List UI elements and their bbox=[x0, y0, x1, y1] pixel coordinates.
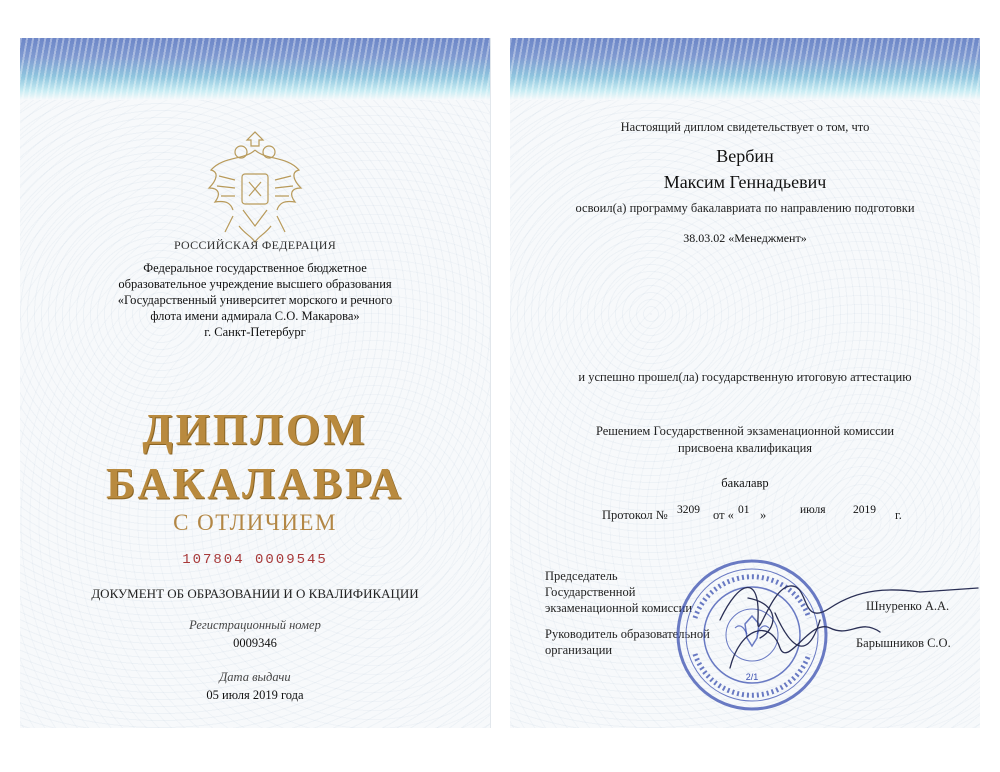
protocol-year-suffix: г. bbox=[895, 508, 902, 522]
qualification: бакалавр bbox=[721, 476, 769, 490]
attestation-text: и успешно прошел(ла) государственную итоговую аттестацию bbox=[578, 370, 912, 384]
chair-title-line: Государственной bbox=[545, 585, 636, 599]
blank-number: 107804 0009545 bbox=[182, 552, 328, 568]
diploma-left-page bbox=[20, 38, 491, 728]
protocol-year: 2019 bbox=[853, 504, 876, 516]
certify-text: Настоящий диплом свидетельствует о том, что bbox=[620, 120, 870, 134]
chair-title-line: Председатель bbox=[545, 569, 618, 583]
institution-block bbox=[20, 260, 490, 340]
decorative-band bbox=[20, 38, 490, 100]
institution-line: образовательное учреждение высшего образования bbox=[118, 277, 392, 291]
protocol-day-close: » bbox=[760, 508, 767, 522]
diploma-right-page bbox=[510, 38, 980, 728]
institution-line: Федеральное государственное бюджетное bbox=[143, 261, 367, 275]
decision-text: Решением Государственной экзаменационной комиссии bbox=[595, 424, 895, 438]
institution-line: флота имени адмирала С.О. Макарова» bbox=[150, 309, 360, 323]
head-name: Барышников С.О. bbox=[856, 636, 951, 650]
diploma-honors: С ОТЛИЧИЕМ bbox=[173, 510, 337, 535]
registration-label: Регистрационный номер bbox=[189, 618, 321, 632]
chair-name: Шнуренко А.А. bbox=[866, 599, 950, 613]
graduate-surname: Вербин bbox=[716, 146, 774, 166]
issue-date-label: Дата выдачи bbox=[219, 670, 291, 684]
program-text: освоил(а) программу бакалавриата по направлению подготовки bbox=[575, 201, 915, 215]
institution-city: г. Санкт-Петербург bbox=[204, 325, 306, 339]
decorative-band bbox=[510, 38, 980, 100]
graduate-given-names: Максим Геннадьевич bbox=[663, 172, 827, 192]
coat-of-arms-icon bbox=[205, 130, 305, 248]
head-title-line: Руководитель образовательной bbox=[545, 627, 710, 641]
protocol-day: 01 bbox=[738, 504, 750, 516]
protocol-number: 3209 bbox=[677, 504, 700, 516]
document-type: ДОКУМЕНТ ОБ ОБРАЗОВАНИИ И О КВАЛИФИКАЦИИ bbox=[91, 586, 419, 601]
diploma-degree: БАКАЛАВРА bbox=[106, 459, 404, 508]
decision-text-2: присвоена квалификация bbox=[677, 441, 813, 455]
chair-title-line: экзаменационной комиссии bbox=[545, 601, 693, 615]
country-label: РОССИЙСКАЯ ФЕДЕРАЦИЯ bbox=[173, 238, 337, 252]
seal-code: 2/1 bbox=[745, 672, 759, 682]
institution-line: «Государственный университет морского и речного bbox=[117, 293, 393, 307]
protocol-month: июля bbox=[800, 504, 826, 516]
registration-number: 0009346 bbox=[233, 636, 277, 650]
diploma-title: ДИПЛОМ bbox=[142, 405, 368, 454]
protocol-from-label: от « bbox=[713, 508, 734, 522]
head-title-line: организации bbox=[545, 643, 613, 657]
issue-date: 05 июля 2019 года bbox=[206, 688, 304, 702]
signature-graphic bbox=[660, 558, 980, 688]
specialty: 38.03.02 «Менеджмент» bbox=[683, 231, 807, 245]
protocol-label: Протокол № bbox=[602, 508, 668, 522]
